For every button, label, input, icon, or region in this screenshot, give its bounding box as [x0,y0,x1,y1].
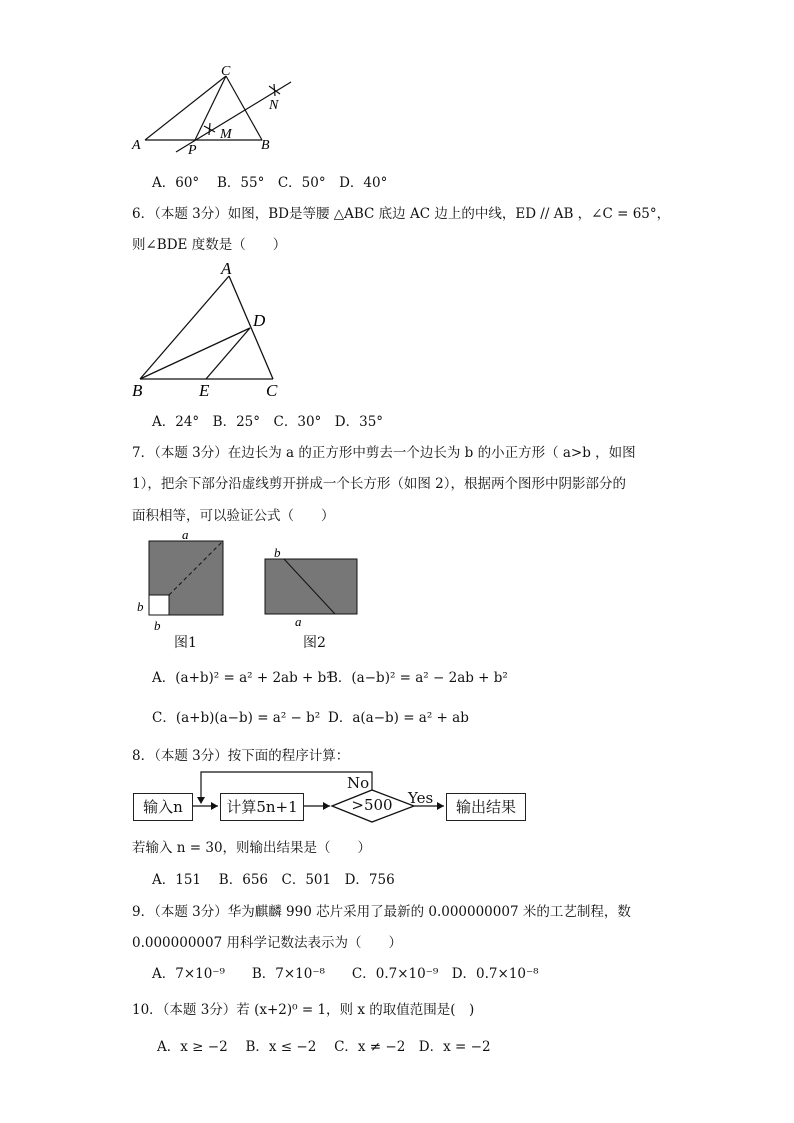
flow-output-box: 输出结果 [446,793,526,821]
q5-label-c: C [221,64,231,79]
q7-fig1-label-a: a [182,528,189,542]
q7-option-d: D．a(a−b) = a² + ab [328,710,469,726]
q7-option-b: B．(a−b)² = a² − 2ab + b² [328,670,508,686]
q7-option-a: A．(a+b)² = a² + 2ab + b² [152,670,332,686]
q9-stem-line1: 9．（本题 3分）华为麒麟 990 芯片采用了最新的 0.000000007 米的工艺制程，数 [132,904,631,920]
q5-label-m: M [220,127,232,142]
q6-options: A．24° B．25° C．30° D．35° [152,414,384,430]
q6-label-e: E [199,381,210,400]
q7-fig1-label-b-left: b [137,599,144,614]
q7-fig2-label-b: b [274,545,281,560]
q8-options: A．151 B．656 C．501 D．756 [152,872,395,888]
q7-figure-2 [258,540,368,635]
q6-stem-line2: 则∠BDE 度数是（ ） [132,237,287,253]
q8-stem: 8．（本题 3分）按下面的程序计算： [132,748,350,764]
q5-label-n: N [269,98,279,113]
flow-no-label: No [347,774,370,792]
q5-options: A．60° B．55° C．50° D．40° [152,175,388,191]
q7-fig1-caption: 图1 [174,635,197,651]
q6-stem-line1: 6．（本题 3分）如图，BD是等腰 △ABC 底边 AC 边上的中线，ED // AB ，∠C = 65°， [132,206,671,222]
flow-compute-box: 计算5n+1 [220,793,304,821]
q7-fig2-label-a: a [295,614,302,629]
q9-stem-line2: 0.000000007 用科学记数法表示为（ ） [132,935,402,951]
q6-figure [128,258,293,403]
q7-stem-line2: 1），把余下部分沿虚线剪开拼成一个长方形（如图 2），根据两个图形中阴影部分的 [132,476,626,492]
q10-options: A．x ≥ −2 B．x ≤ −2 C．x ≠ −2 D．x = −2 [157,1039,491,1055]
q6-label-a: A [221,259,232,278]
flow-yes-label: Yes [408,789,434,807]
flow-condition: >500 [351,796,393,814]
q6-label-c: C [266,381,278,400]
q5-figure [128,62,308,162]
q5-label-p: P [188,143,197,158]
q7-fig2-caption: 图2 [303,635,326,651]
q10-stem: 10．（本题 3分）若 (x+2)⁰ = 1，则 x 的取值范围是( ) [132,1002,475,1018]
q7-stem-line1: 7．（本题 3分）在边长为 a 的正方形中剪去一个边长为 b 的小正方形（ a>b ，如图 [132,445,636,461]
q7-fig1-label-b-bottom: b [154,618,161,633]
q6-label-d: D [253,311,266,330]
q5-label-b: B [261,138,270,153]
q8-flowchart [128,770,538,830]
q9-options: A．7×10⁻⁹ B．7×10⁻⁸ C．0.7×10⁻⁹ D．0.7×10⁻⁸ [152,966,539,982]
q7-stem-line3: 面积相等，可以验证公式（ ） [132,508,335,524]
q6-label-b: B [132,381,143,400]
flow-input-box: 输入n [133,793,193,821]
q5-label-a: A [132,138,141,153]
q7-option-c: C．(a+b)(a−b) = a² − b² [152,710,321,726]
q8-question: 若输入 n = 30，则输出结果是（ ） [132,840,372,856]
